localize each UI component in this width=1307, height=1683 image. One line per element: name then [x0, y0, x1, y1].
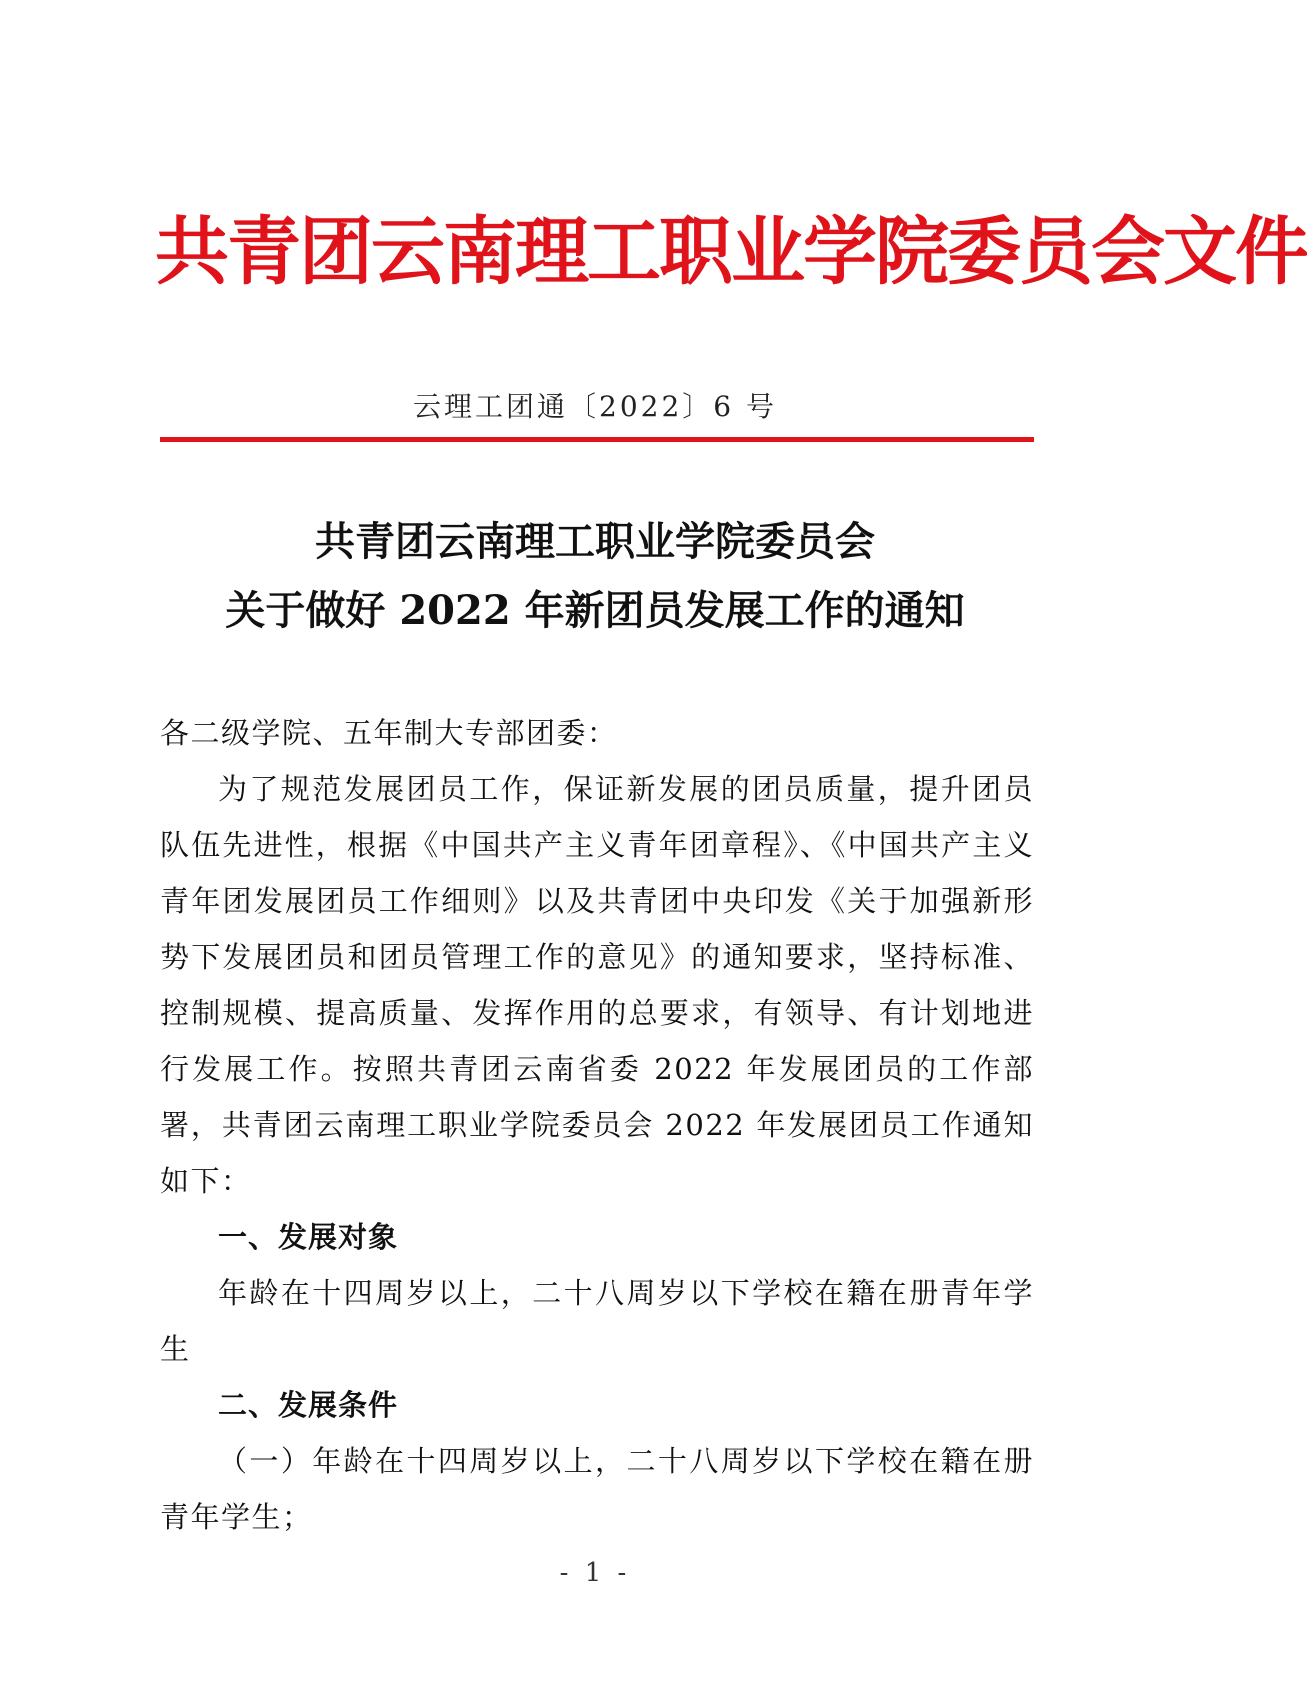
notice-title-line-1: 共青团云南理工职业学院委员会 — [315, 518, 875, 565]
section-heading-1: 一、发展对象 — [218, 1220, 399, 1254]
section-paragraph-1: 年龄在十四周岁以上，二十八周岁以下学校在籍在册青年学生 — [160, 1276, 1034, 1366]
red-divider — [160, 437, 1034, 442]
section-heading-2: 二、发展条件 — [218, 1388, 399, 1422]
section-paragraph-2: （一）年龄在十四周岁以上，二十八周岁以下学校在籍在册青年学生； — [160, 1444, 1034, 1534]
issuer-title: 共青团云南理工职业学院委员会文件 — [155, 209, 1307, 295]
intro-paragraph: 为了规范发展团员工作，保证新发展的团员质量，提升团员队伍先进性，根据《中国共产主义青年团章程》、《中国共产主义青年团发展团员工作细则》以及共青团中央印发《关于加强新形势下发展团员和团员管理工作的意见》的通知要求，坚持标准、控制规模、提高质量、发挥作用的总要求，有领导、有计划地进行发展工作。按照共青团云南省委 2022 年发展团员的工作部署，共青团云南理工职业学院委员会 2022 年发展团员工作通知如下： — [160, 772, 1034, 1198]
page-number: - 1 - — [559, 1558, 631, 1588]
notice-title-line-2: 关于做好 2022 年新团员发展工作的通知 — [225, 587, 965, 634]
notice-body — [160, 705, 1034, 1545]
document-number: 云理工团通〔2022〕6 号 — [413, 390, 777, 423]
salutation: 各二级学院、五年制大专部团委： — [160, 716, 618, 750]
